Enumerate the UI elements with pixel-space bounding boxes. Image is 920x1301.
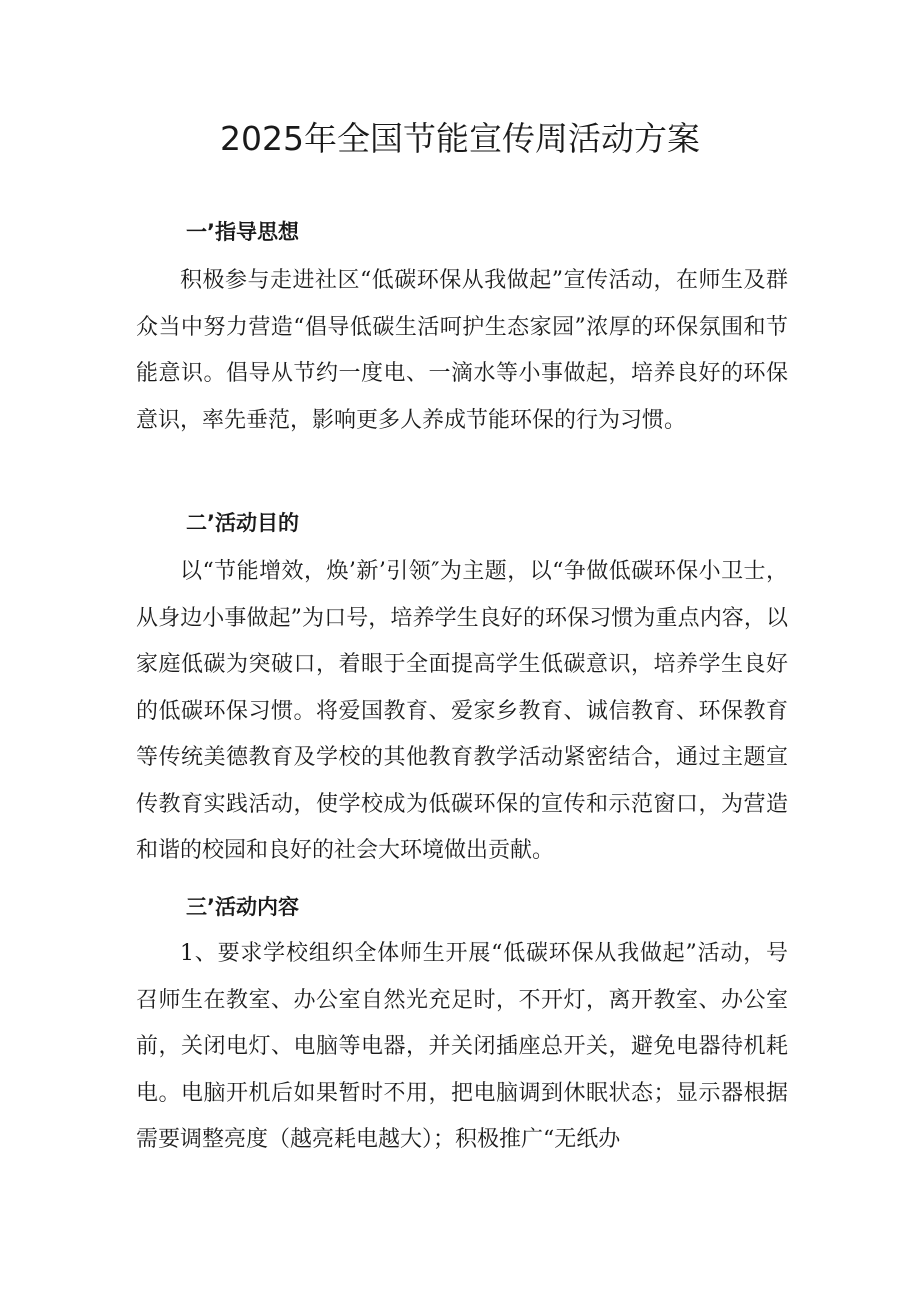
document-title: 2025年全国节能宣传周活动方案 (220, 119, 700, 158)
section-paragraph-activity-content: 1、要求学校组织全体师生开展“低碳环保从我做起”活动，号召师生在教室、办公室自然光充足时，不开灯，离开教室、办公室前，关闭电灯、电脑等电器，并关闭插座总开关，避免电器待机耗电。电脑开机后如果暂时不用，把电脑调到休眠状态；显示器根据需要调整亮度（越亮耗电越大）；积极推广“无纸办 (136, 941, 788, 1152)
section-heading-activity-content: 三’活动内容 (186, 895, 299, 919)
section-heading-guiding-thought: 一’指导思想 (186, 220, 299, 244)
section-paragraph-guiding-thought: 积极参与走进社区“低碳环保从我做起”宣传活动，在师生及群众当中努力营造“倡导低碳生活呵护生态家园”浓厚的环保氛围和节能意识。倡导从节约一度电、一滴水等小事做起，培养良好的环保意识，率先垂范，影响更多人养成节能环保的行为习惯。 (136, 268, 788, 433)
section-paragraph-activity-purpose: 以“节能增效，焕’新’引领″为主题，以“争做低碳环保小卫士，从身边小事做起”为口号，培养学生良好的环保习惯为重点内容，以家庭低碳为突破口，着眼于全面提高学生低碳意识，培养学生良好的低碳环保习惯。将爱国教育、爱家乡教育、诚信教育、环保教育等传统美德教育及学校的其他教育教学活动紧密结合，通过主题宣传教育实践活动，使学校成为低碳环保的宣传和示范窗口，为营造和谐的校园和良好的社会大环境做出贡献。 (136, 559, 788, 863)
section-heading-activity-purpose: 二’活动目的 (186, 511, 299, 535)
